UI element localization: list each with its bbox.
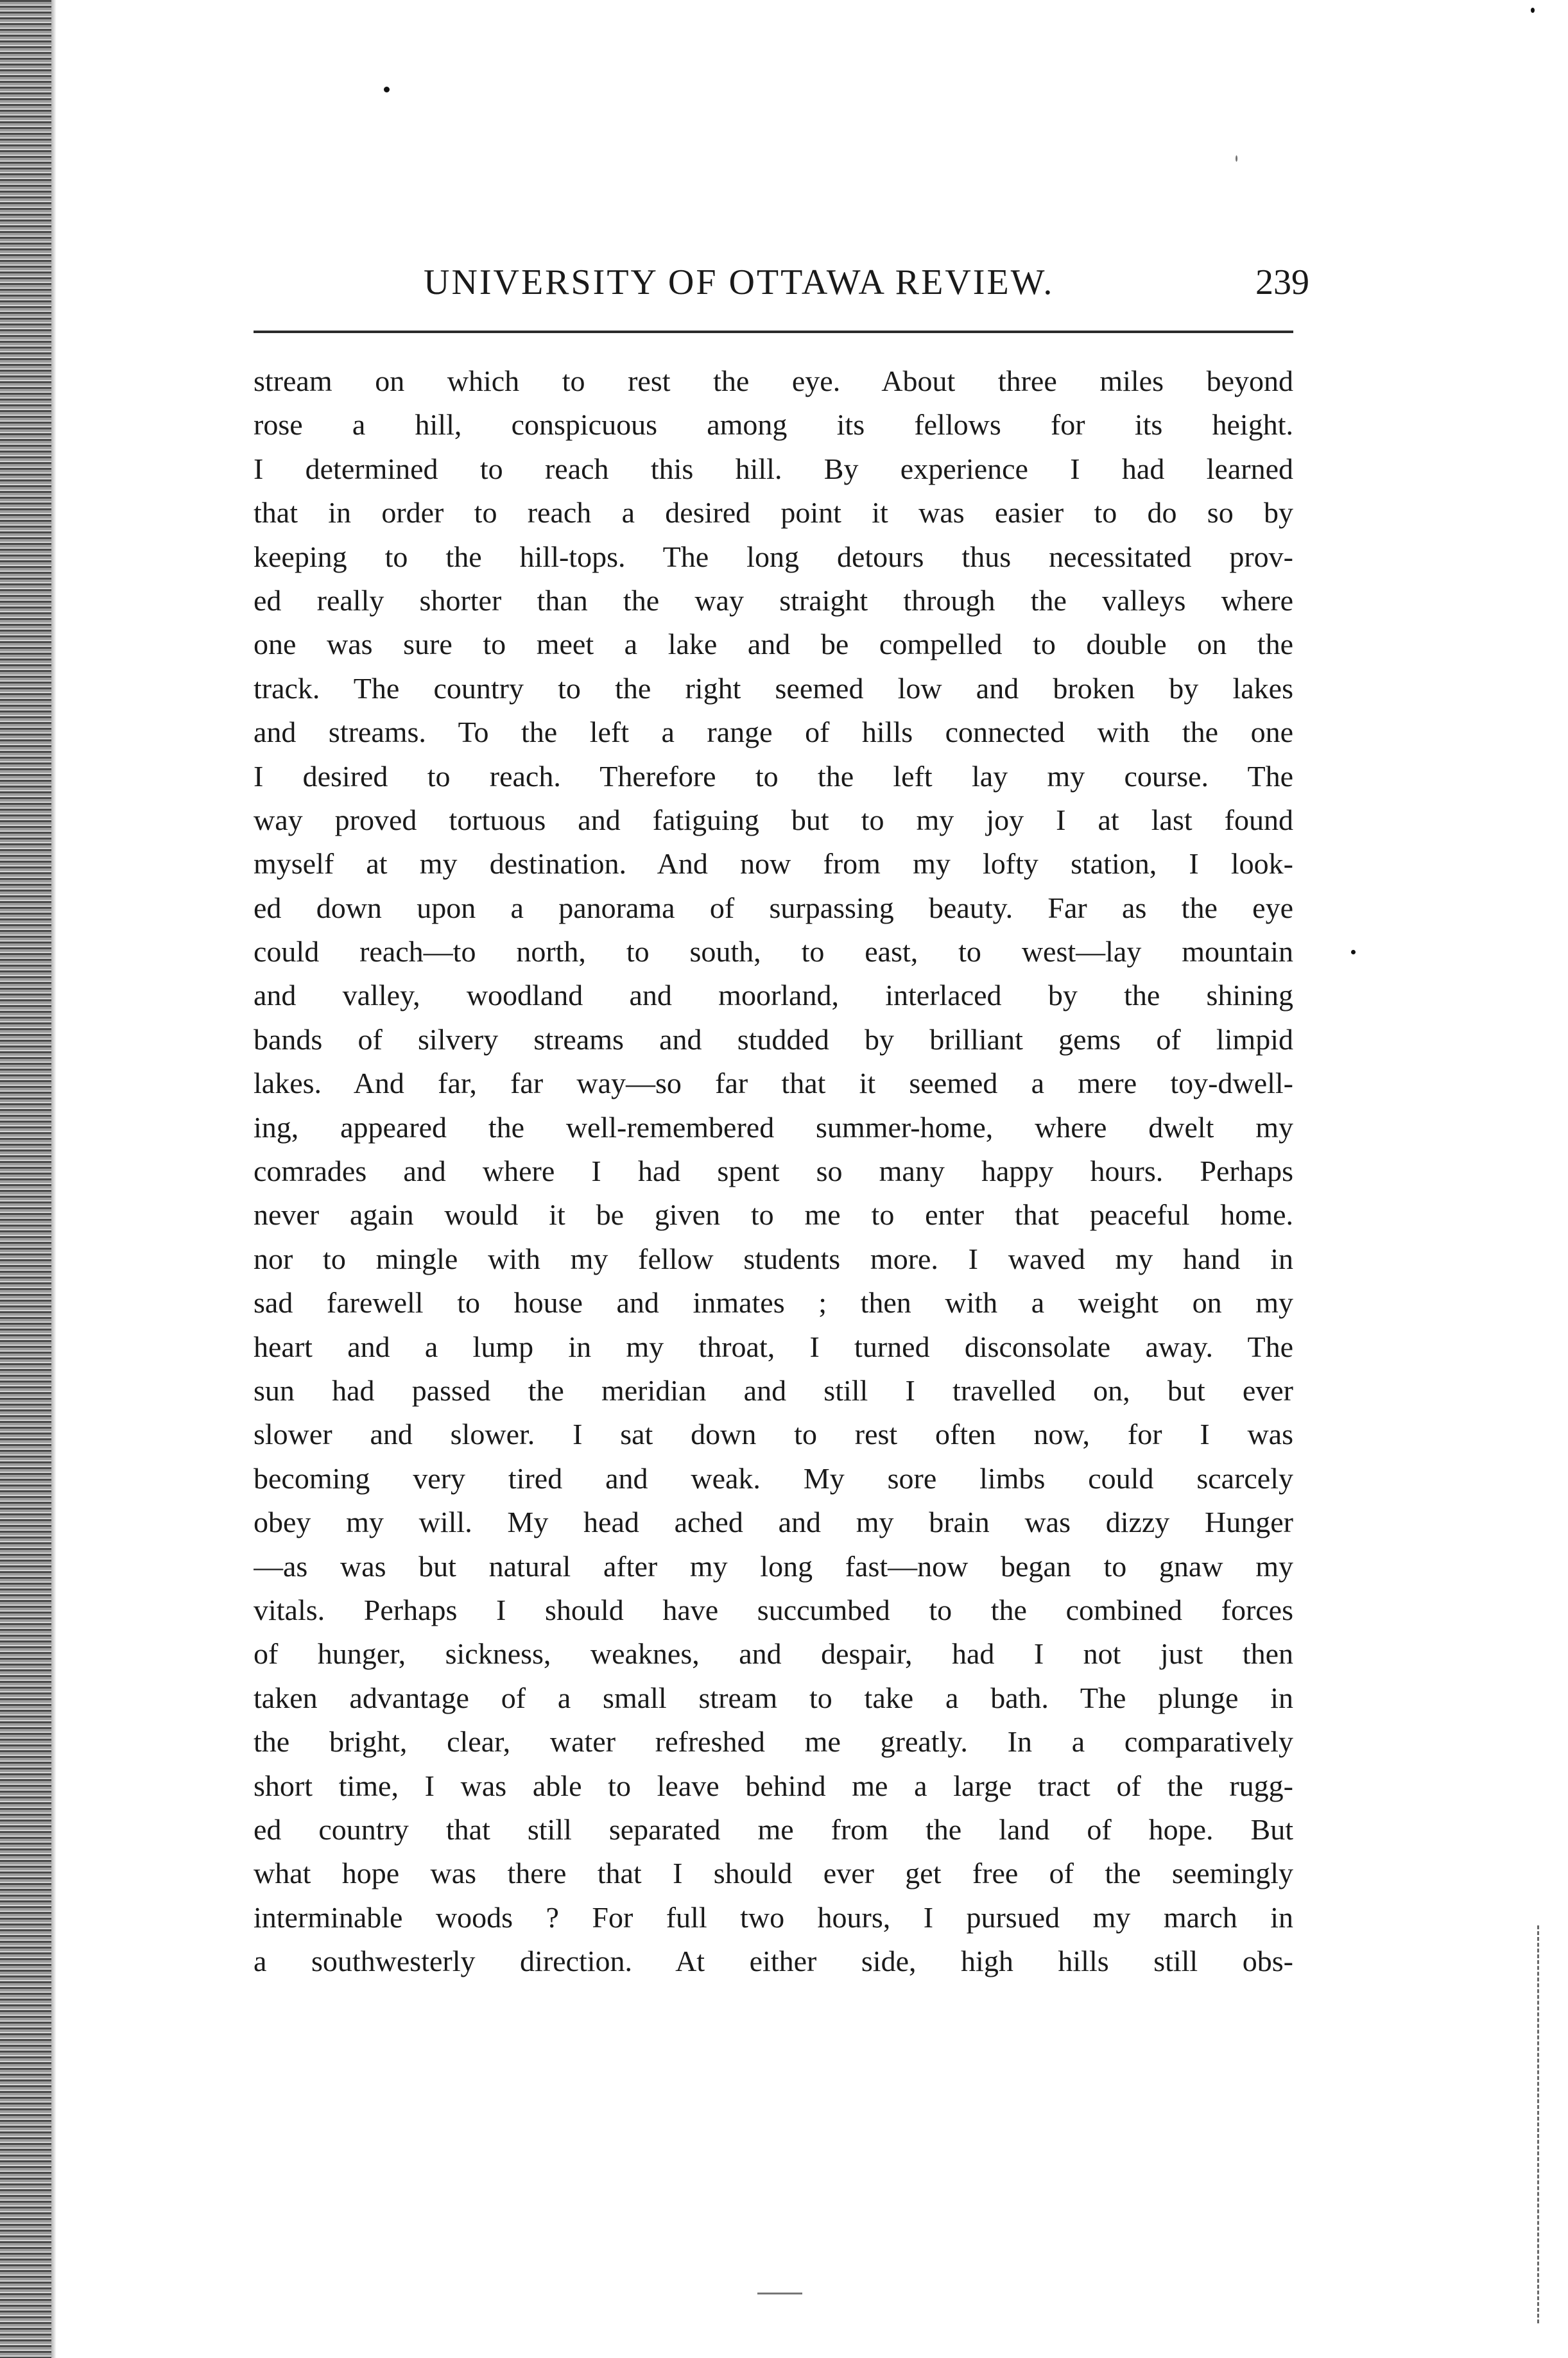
text-line: sun had passed the meridian and still I travelled on, but ever — [254, 1373, 1293, 1407]
text-line: one was sure to meet a lake and be compelled to double on the — [254, 628, 1293, 661]
text-line: I desired to reach. Therefore to the left lay my course. The — [254, 759, 1293, 793]
footer-mark — [757, 2293, 802, 2294]
header-rule — [254, 331, 1293, 333]
text-line: obey my will. My head ached and my brain was dizzy Hunger — [254, 1506, 1293, 1539]
text-line: myself at my destination. And now from my lofty station, I look- — [254, 847, 1293, 881]
text-line: —as was but natural after my long fast—now began to gnaw my — [254, 1549, 1293, 1583]
text-line: vitals. Perhaps I should have succumbed to the combined forces — [254, 1593, 1293, 1626]
text-line: ing, appeared the well-remembered summer-home, where dwelt my — [254, 1110, 1293, 1144]
ink-speck — [1531, 8, 1535, 13]
page-number: 239 — [1255, 262, 1309, 302]
text-line: never again would it be given to me to enter that peaceful home. — [254, 1198, 1293, 1232]
text-line: interminable woods ? For full two hours, I pursued my march in — [254, 1900, 1293, 1934]
text-line: short time, I was able to leave behind me a large tract of the rugg- — [254, 1769, 1293, 1802]
text-line: ed country that still separated me from the land of hope. But — [254, 1812, 1293, 1846]
text-line: could reach—to north, to south, to east, to west—lay mountain — [254, 935, 1293, 968]
text-line: and streams. To the left a range of hills connected with the one — [254, 716, 1293, 749]
text-line: slower and slower. I sat down to rest often now, for I was — [254, 1418, 1293, 1451]
text-line: of hunger, sickness, weaknes, and despair, had I not just then — [254, 1637, 1293, 1671]
text-line: bands of silvery streams and studded by brilliant gems of limpid — [254, 1022, 1293, 1056]
margin-scan-marks — [1537, 1925, 1543, 2323]
text-line: nor to mingle with my fellow students more. I waved my hand in — [254, 1242, 1293, 1275]
page-binding-edge — [0, 0, 51, 2358]
text-line: ed down upon a panorama of surpassing beauty. Far as the eye — [254, 891, 1293, 924]
page-header — [424, 254, 1309, 311]
text-line: becoming very tired and weak. My sore limbs could scarcely — [254, 1461, 1293, 1495]
text-line: I determined to reach this hill. By experience I had learned — [254, 452, 1293, 485]
text-line: taken advantage of a small stream to take a bath. The plunge in — [254, 1681, 1293, 1714]
text-line: keeping to the hill-tops. The long detours thus necessitated prov- — [254, 540, 1293, 573]
text-line: rose a hill, conspicuous among its fellows for its height. — [254, 408, 1293, 442]
text-line: ed really shorter than the way straight through the valleys where — [254, 583, 1293, 617]
text-line: that in order to reach a desired point it was easier to do so by — [254, 496, 1293, 529]
text-line: what hope was there that I should ever get free of the seemingly — [254, 1857, 1293, 1890]
text-line: track. The country to the right seemed low and broken by lakes — [254, 671, 1293, 705]
text-line: heart and a lump in my throat, I turned disconsolate away. The — [254, 1330, 1293, 1363]
ink-speck — [1236, 155, 1237, 162]
text-line: a southwesterly direction. At either side, high hills still obs- — [254, 1945, 1293, 1978]
ink-speck — [384, 87, 390, 92]
text-line: way proved tortuous and fatiguing but to my joy I at last found — [254, 803, 1293, 836]
running-title: UNIVERSITY OF OTTAWA REVIEW. — [424, 262, 1055, 302]
text-line: stream on which to rest the eye. About three miles beyond — [254, 365, 1293, 397]
ink-speck — [1351, 950, 1356, 954]
text-line: and valley, woodland and moorland, interlaced by the shining — [254, 979, 1293, 1012]
text-line: comrades and where I had spent so many happy hours. Perhaps — [254, 1155, 1293, 1188]
body-text — [254, 359, 1293, 1983]
text-line: the bright, clear, water refreshed me greatly. In a comparatively — [254, 1725, 1293, 1759]
text-line: lakes. And far, far way—so far that it seemed a mere toy-dwell- — [254, 1067, 1293, 1100]
text-line: sad farewell to house and inmates ; then with a weight on my — [254, 1286, 1293, 1320]
